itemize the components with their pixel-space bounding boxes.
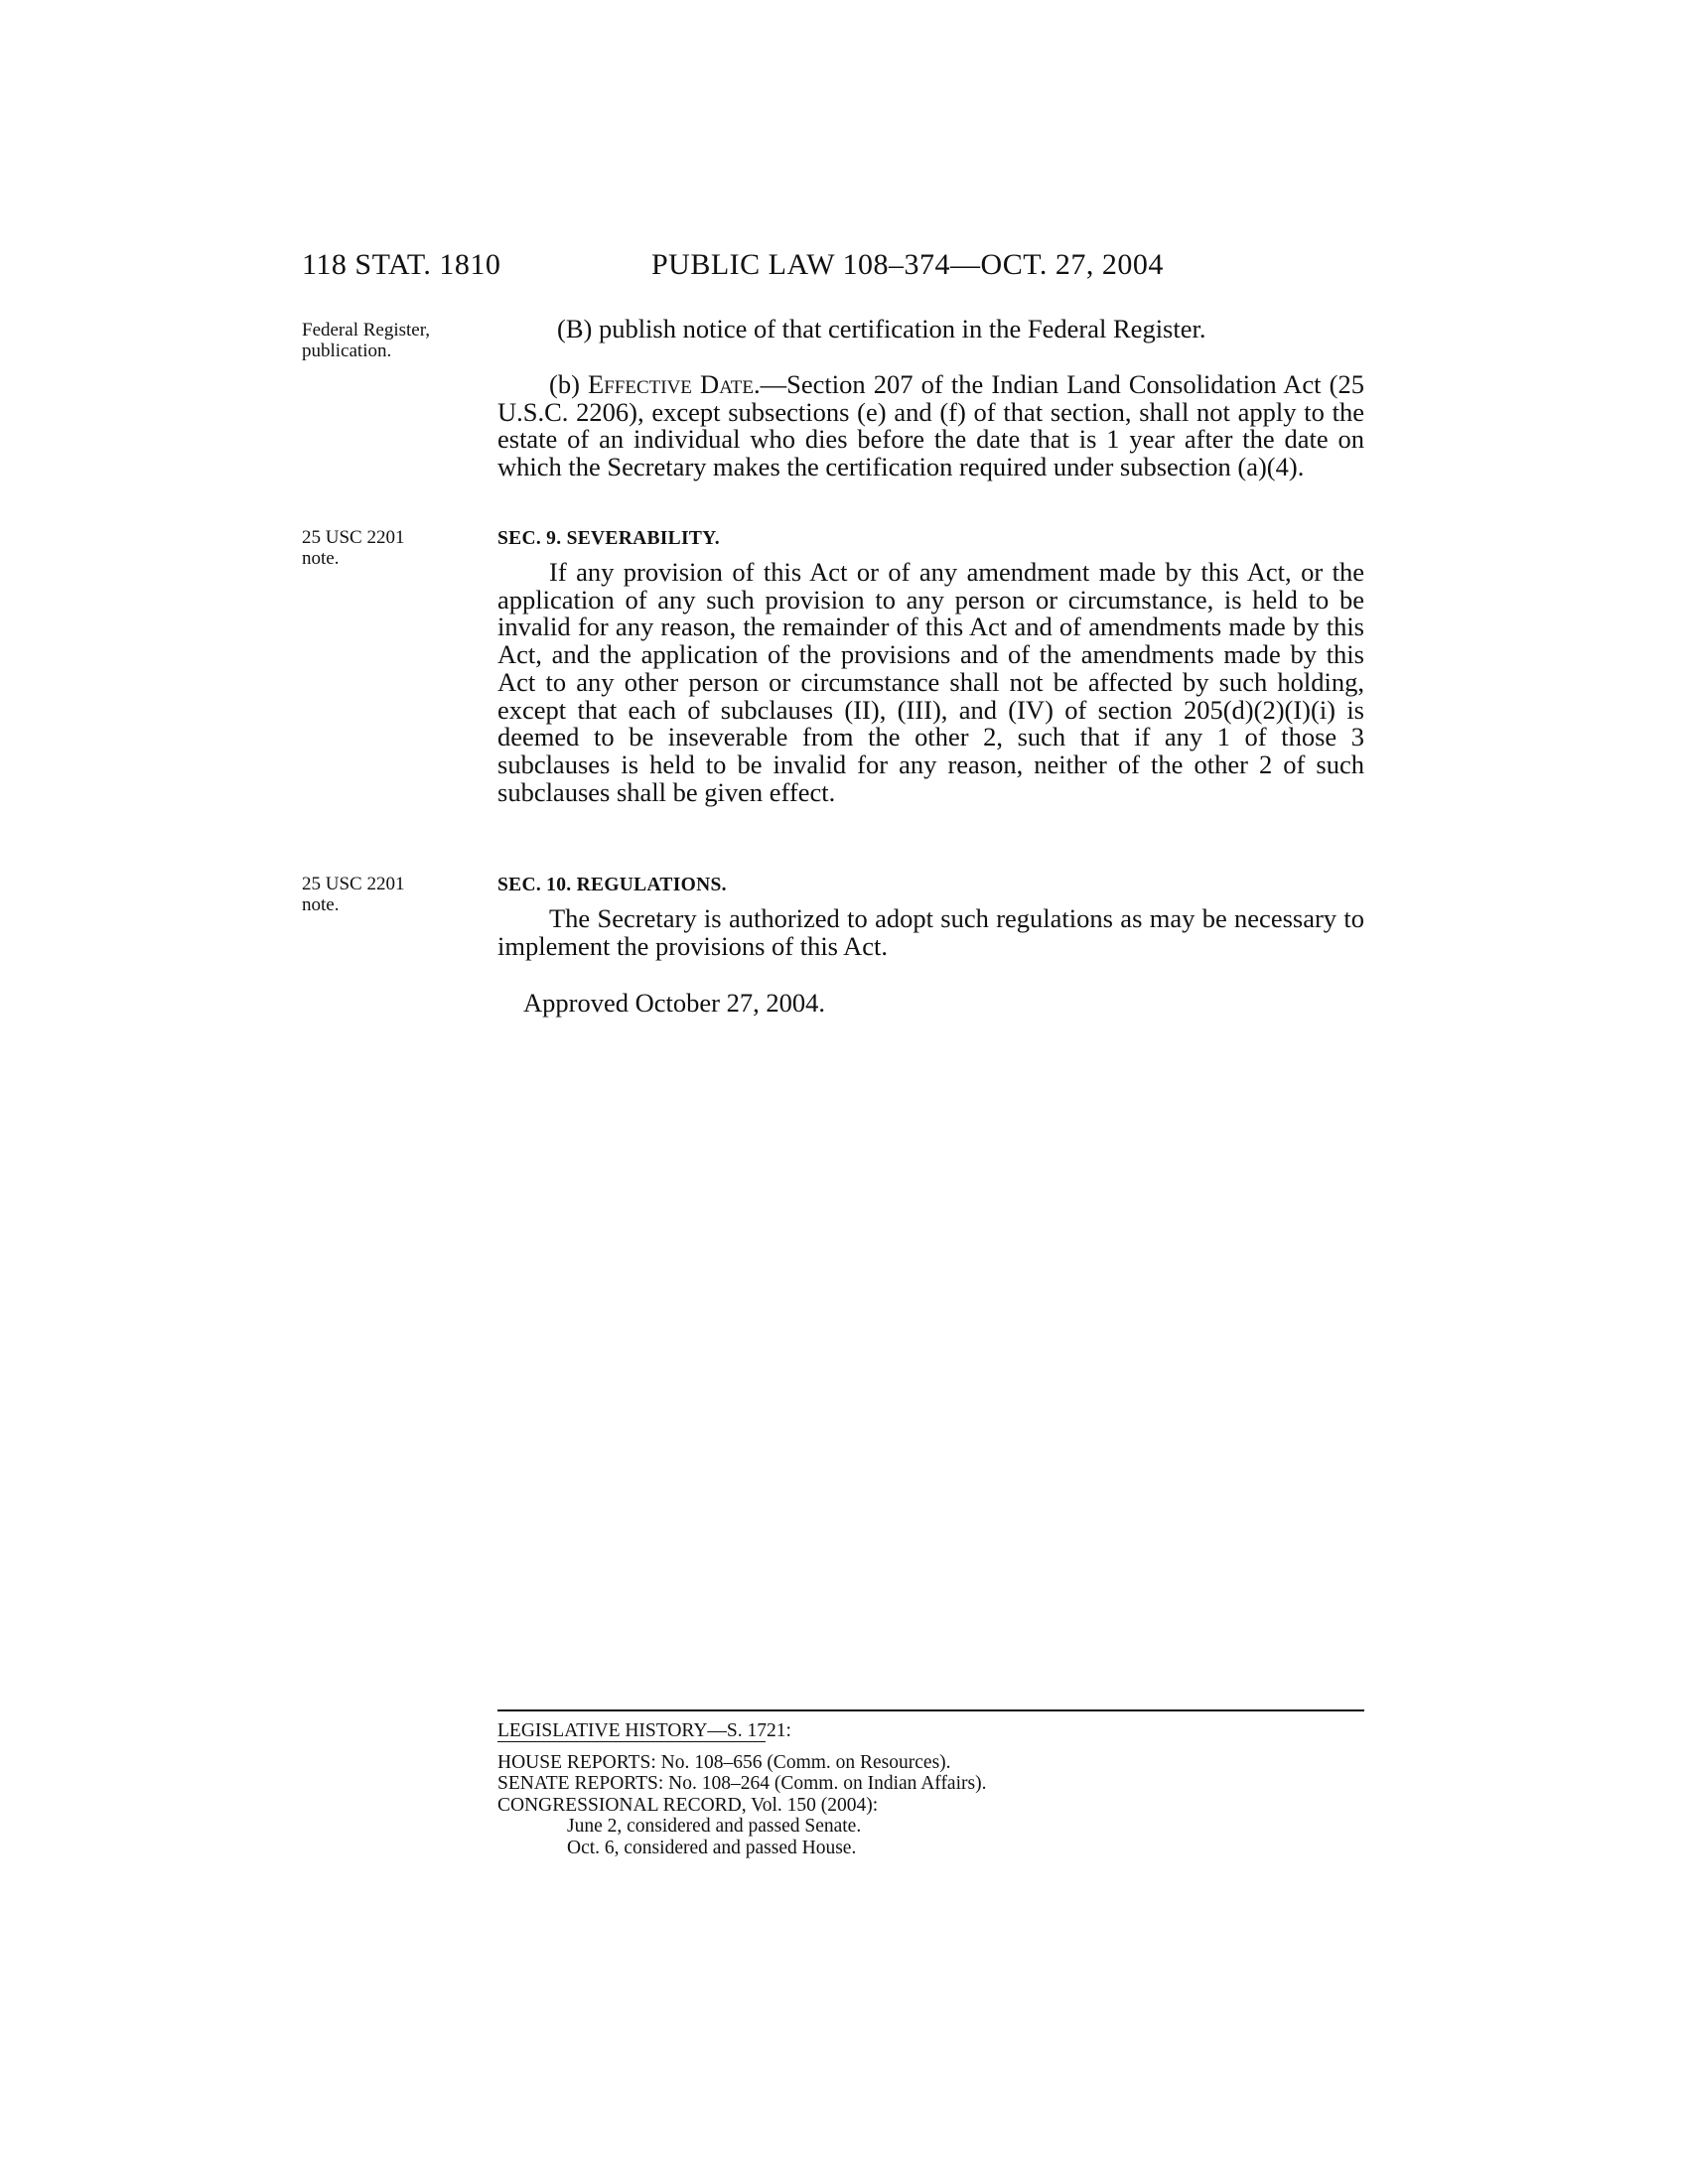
- legislative-history-title-wrap: [497, 1720, 791, 1742]
- sec9-paragraph: If any provision of this Act or of any amendment made by this Act, or the application of any such provision to any person or circumstance, is held to be invalid for any reason, the remainder of this Act and of amendments made by this Act, and the application of the provisions and of the amendments made by this Act to any other person or circumstance shall not be affected by such holding, except that each of subclauses (II), (III), and (IV) of section 205(d)(2)(I)(i) is deemed to be inseverable from the other 2, such that if any 1 of those 3 subclauses is held to be invalid for any reason, neither of the other 2 of such subclauses shall be given effect.: [497, 557, 1364, 807]
- effective-date-heading: Effective Date: [588, 369, 755, 399]
- record-entry: June 2, considered and passed Senate.: [567, 1816, 862, 1837]
- margin-note-line: note.: [302, 548, 340, 569]
- margin-note-line: 25 USC 2201: [302, 874, 405, 894]
- margin-note-line: note.: [302, 894, 340, 915]
- legislative-history-title-underline: [497, 1741, 766, 1742]
- margin-note-federal-register: [302, 320, 481, 361]
- house-reports: HOUSE REPORTS: No. 108–656 (Comm. on Resources).: [497, 1751, 951, 1773]
- sec10-block: [497, 905, 1364, 960]
- senate-reports: SENATE REPORTS: No. 108–264 (Comm. on Indian Affairs).: [497, 1773, 987, 1794]
- effective-date-block: [497, 371, 1364, 481]
- legislative-history: [497, 1720, 1364, 1858]
- sec10-paragraph: The Secretary is authorized to adopt such regulations as may be necessary to implement the provisions of this Act.: [497, 903, 1364, 961]
- legislative-history-title: LEGISLATIVE HISTORY—S. 1721:: [497, 1720, 791, 1741]
- record-entry: Oct. 6, considered and passed House.: [567, 1837, 857, 1858]
- legislative-history-rule: [497, 1709, 1364, 1711]
- effective-date-text: .—Section 207 of the Indian Land Consolidation Act (25 U.S.C. 2206), except subsections (e) and (f) of that section, shall not apply to the estate of an individual who dies before the date that is 1 year after the date on which the Secretary makes the certification required under subsection (a)(4).: [497, 369, 1364, 482]
- sec10-heading: SEC. 10. REGULATIONS.: [497, 875, 727, 895]
- stat-page-number: 118 STAT. 1810: [302, 248, 501, 281]
- approved-date: Approved October 27, 2004.: [523, 988, 825, 1018]
- margin-note-sec10: [302, 874, 481, 915]
- spacer: [497, 1742, 1364, 1752]
- margin-note-line: publication.: [302, 341, 392, 361]
- margin-note-line: 25 USC 2201: [302, 527, 405, 548]
- paragraph-b-publish-block: [497, 316, 1364, 343]
- running-head: [0, 248, 1688, 288]
- public-law-title: PUBLIC LAW 108–374—OCT. 27, 2004: [651, 248, 1164, 281]
- margin-note-line: Federal Register,: [302, 320, 431, 341]
- effective-date-lead: (b): [549, 369, 589, 399]
- sec9-heading: SEC. 9. SEVERABILITY.: [497, 528, 720, 549]
- sec9-block: [497, 559, 1364, 806]
- margin-note-sec9: [302, 527, 481, 569]
- congressional-record: CONGRESSIONAL RECORD, Vol. 150 (2004):: [497, 1794, 879, 1816]
- paragraph-b-publish: (B) publish notice of that certification in the Federal Register.: [557, 314, 1206, 343]
- effective-date-paragraph: [497, 371, 1364, 481]
